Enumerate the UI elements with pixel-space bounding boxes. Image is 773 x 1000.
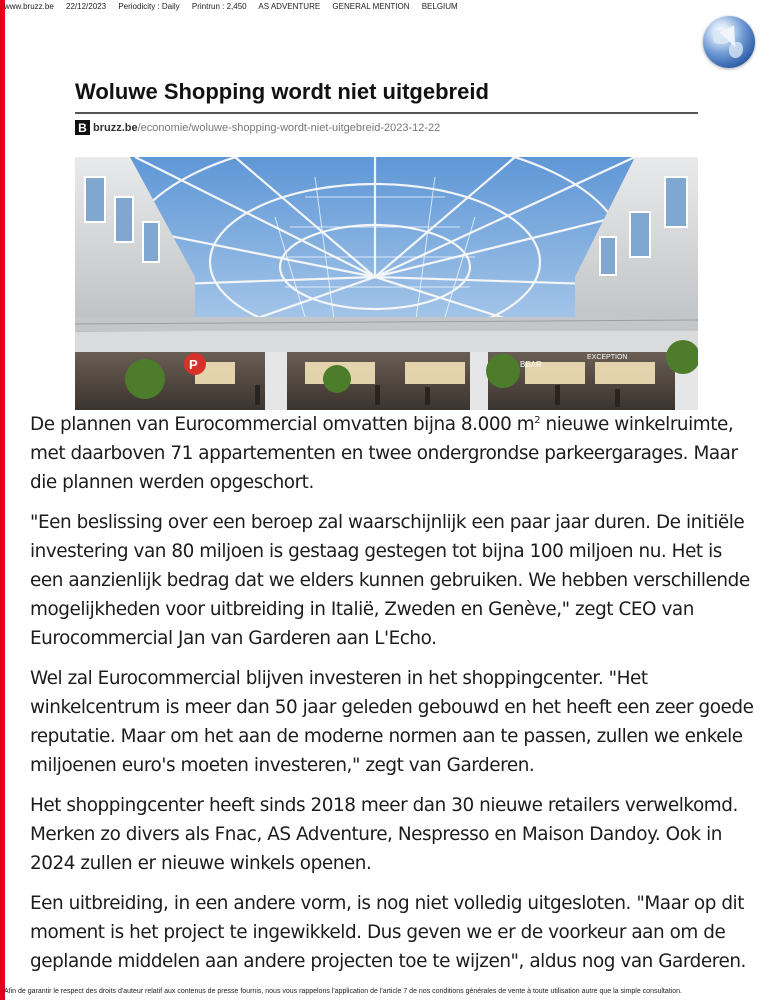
meta-date: 22/12/2023 <box>66 2 107 11</box>
meta-periodicity: Periodicity : Daily <box>118 2 180 11</box>
meta-country: BELGIUM <box>421 2 458 11</box>
parking-sign: P <box>189 357 198 372</box>
paragraph-1: De plannen van Eurocommercial omvatten bijna 8.000 $m^2$ nieuwe winkelruimte, met daarboven 71 appartementen en twee ondergrondse parkeergarages. Maar die plannen werden opgeschort. <box>30 414 738 493</box>
paragraph-4: Het shoppingcenter heeft sinds 2018 meer dan 30 nieuwe retailers verwelkomd. Merken zo divers als Fnac, AS Adventure, Nespresso en Maison Dandoy. Ook in 2024 zullen er nieuwe winkels openen. <box>30 795 738 874</box>
paragraph-2: "Een beslissing over een beroep zal waarschijnlijk een paar jaar duren. De initiële investering van 80 miljoen is gestaag gestegen tot bijna 100 miljoen nu. Het is een aanzienlijk bedrag dat we elders kunnen gebruiken. We hebben verschillende mogelijkheden voor uitbreiding in Italië, Zweden en Genève," zegt CEO van Eurocommercial Jan van Garderen aan L'Echo. <box>30 512 750 649</box>
source-path: /economie/woluwe-shopping-wordt-niet-uitgebreid-2023-12-22 <box>137 121 441 134</box>
clipping-meta-line <box>4 2 468 11</box>
globe-cursor-icon <box>703 16 755 68</box>
paragraph-3: Wel zal Eurocommercial blijven investeren in het shoppingcenter. "Het winkelcentrum is meer dan 50 jaar geleden gebouwd en het heeft een zeer goede reputatie. Maar om het aan de moderne normen aan te passen, zullen we enkele miljoenen euro's moeten investeren," zegt van Garderen. <box>30 668 754 776</box>
meta-site: www.bruzz.be <box>4 2 54 11</box>
store-sign-exception: EXCEPTION <box>587 354 628 361</box>
meta-client: AS ADVENTURE <box>258 2 321 11</box>
paragraph-5: Een uitbreiding, in een andere vorm, is nog niet volledig uitgesloten. "Maar op dit moment is het project te ingewikkeld. Dus geven we er de voorkeur aan om de geplande middelen aan andere projecten toe te wijzen", aldus nog van Garderen. <box>30 893 746 972</box>
source-link[interactable] <box>75 119 440 136</box>
article-title: Woluwe Shopping wordt niet uitgebreid <box>75 79 489 104</box>
copyright-footer: Afin de garantir le respect des droits d'auteur relatif aux contenus de presse fournis, nous vous rappelons l'application de l'article 7 de nos conditions générales de vente à toute utilisation autre que la simple consultation. <box>4 988 682 995</box>
title-divider <box>75 112 698 114</box>
store-sign-bear: BEAR <box>520 360 542 369</box>
meta-mention: GENERAL MENTION <box>332 2 410 11</box>
source-domain: bruzz.be <box>93 121 138 134</box>
article-body <box>30 410 760 987</box>
meta-printrun: Printrun : 2,450 <box>191 2 247 11</box>
bruzz-logo-icon: B <box>75 120 90 135</box>
red-margin-bar <box>0 0 5 1000</box>
article-photo <box>75 157 698 410</box>
